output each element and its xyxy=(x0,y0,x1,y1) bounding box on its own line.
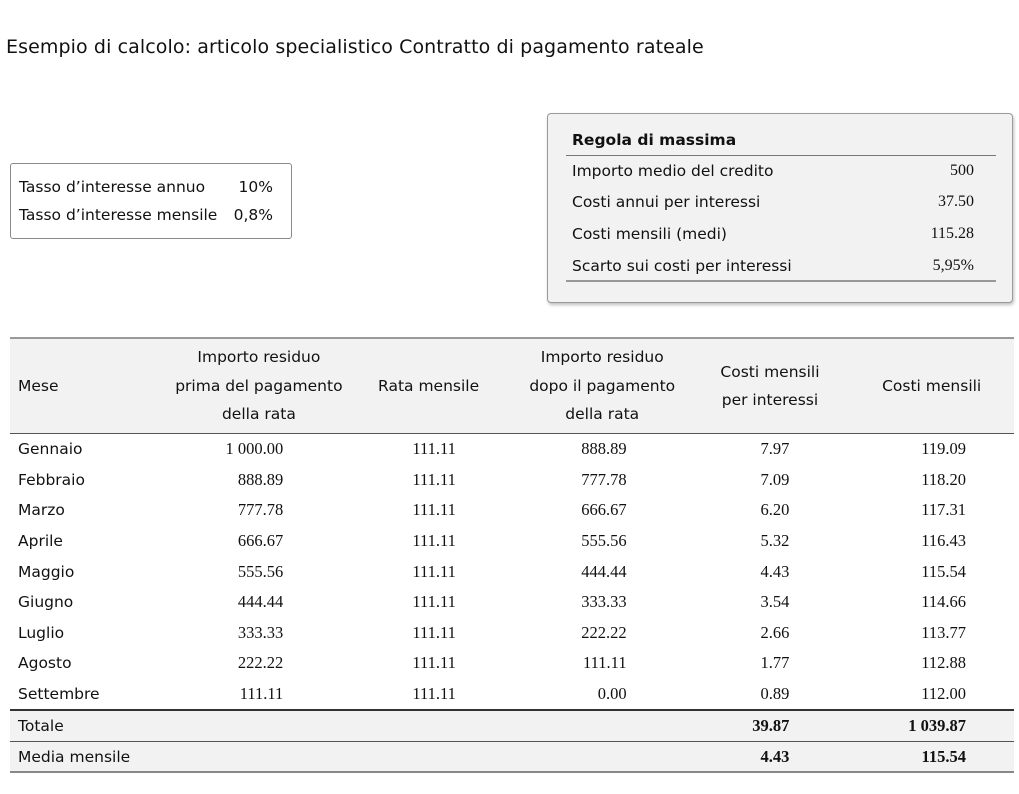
residual-after-cell: 888.89 xyxy=(581,439,627,459)
residual-before-cell: 222.22 xyxy=(237,653,284,673)
table-row xyxy=(10,618,1014,649)
rule-row-annual-interest xyxy=(572,193,974,217)
monthly-costs-cell: 112.88 xyxy=(921,653,966,673)
interest-rate-box xyxy=(10,163,292,239)
table-row xyxy=(10,679,1014,711)
rule-divider xyxy=(566,155,996,156)
month-cell: Settembre xyxy=(18,685,100,704)
installment-cell: 111.11 xyxy=(412,653,456,673)
table-row xyxy=(10,526,1014,557)
total-label: Totale xyxy=(10,710,175,742)
table-row xyxy=(10,587,1014,618)
monthly-costs-cell: 117.31 xyxy=(921,500,966,520)
monthly-interest-cell: 7.09 xyxy=(760,469,790,489)
residual-before-cell: 777.78 xyxy=(237,500,284,520)
installment-cell: 111.11 xyxy=(412,561,456,581)
month-cell: Aprile xyxy=(18,532,63,551)
month-cell: Marzo xyxy=(18,501,65,520)
monthly-interest-cell: 2.66 xyxy=(760,622,790,642)
rule-label: Costi mensili (medi) xyxy=(572,225,727,243)
rule-label: Costi annui per interessi xyxy=(572,193,761,211)
installment-cell: 111.11 xyxy=(412,622,456,642)
monthly-rate-row xyxy=(19,206,283,230)
rule-value: 500 xyxy=(950,162,974,179)
rule-row-interest-deviation xyxy=(572,257,974,281)
table-header-row xyxy=(10,338,1014,434)
rule-value: 5,95% xyxy=(932,257,974,274)
residual-after-cell: 333.33 xyxy=(581,592,627,612)
annual-rate-row xyxy=(19,178,283,202)
monthly-rate-value: 0,8% xyxy=(233,206,273,224)
residual-after-cell: 111.11 xyxy=(583,653,627,673)
residual-after-cell: 0.00 xyxy=(597,684,627,704)
residual-before-cell: 888.89 xyxy=(237,469,284,489)
residual-before-cell: 111.11 xyxy=(239,684,284,704)
average-costs: 115.54 xyxy=(849,742,1014,773)
average-empty-cell xyxy=(343,742,514,773)
average-empty-cell xyxy=(514,742,691,773)
residual-after-cell: 777.78 xyxy=(581,469,627,489)
table-row xyxy=(10,648,1014,679)
annual-rate-value: 10% xyxy=(238,178,273,196)
residual-after-cell: 222.22 xyxy=(581,622,627,642)
monthly-costs-cell: 118.20 xyxy=(921,469,966,489)
average-interest: 4.43 xyxy=(691,742,850,773)
monthly-costs-cell: 114.66 xyxy=(921,592,966,612)
header-monthly-costs: Costi mensili xyxy=(849,338,1014,434)
installment-cell: 111.11 xyxy=(412,469,456,489)
month-cell: Febbraio xyxy=(18,470,85,489)
header-month: Mese xyxy=(10,338,175,434)
residual-before-cell: 666.67 xyxy=(237,531,284,551)
monthly-interest-cell: 6.20 xyxy=(760,500,790,520)
header-monthly-interest: Costi mensili per interessi xyxy=(691,338,850,434)
page-title: Esempio di calcolo: articolo specialistico Contratto di pagamento rateale xyxy=(6,36,704,58)
annual-rate-label: Tasso d’interesse annuo xyxy=(19,178,206,196)
rule-row-monthly-costs xyxy=(572,225,974,249)
monthly-rate-label: Tasso d’interesse mensile xyxy=(19,206,218,224)
rule-bottom-divider xyxy=(566,280,996,282)
table-row xyxy=(10,556,1014,587)
total-interest: 39.87 xyxy=(691,710,850,742)
rule-of-thumb-box xyxy=(547,113,1013,303)
total-empty-cell xyxy=(175,710,344,742)
table-row xyxy=(10,495,1014,526)
rule-label: Importo medio del credito xyxy=(572,162,774,180)
residual-before-cell: 444.44 xyxy=(237,592,284,612)
header-installment: Rata mensile xyxy=(343,338,514,434)
total-row xyxy=(10,710,1014,742)
month-cell: Giugno xyxy=(18,593,74,612)
residual-after-cell: 555.56 xyxy=(581,531,627,551)
residual-before-cell: 555.56 xyxy=(237,561,284,581)
residual-before-cell: 333.33 xyxy=(237,622,284,642)
average-label: Media mensile xyxy=(10,742,175,773)
residual-after-cell: 444.44 xyxy=(581,561,627,581)
installment-table-wrap xyxy=(10,337,1014,773)
average-row xyxy=(10,742,1014,773)
month-cell: Luglio xyxy=(18,623,65,642)
monthly-interest-cell: 7.97 xyxy=(760,439,790,459)
installment-table xyxy=(10,337,1014,773)
residual-before-cell: 1 000.00 xyxy=(225,439,284,459)
monthly-costs-cell: 115.54 xyxy=(921,561,966,581)
monthly-interest-cell: 4.43 xyxy=(760,561,790,581)
monthly-interest-cell: 0.89 xyxy=(760,684,790,704)
month-cell: Gennaio xyxy=(18,440,83,459)
installment-cell: 111.11 xyxy=(412,684,456,704)
total-empty-cell xyxy=(343,710,514,742)
rule-value: 115.28 xyxy=(930,225,974,242)
monthly-costs-cell: 116.43 xyxy=(921,531,966,551)
monthly-interest-cell: 3.54 xyxy=(760,592,790,612)
rule-heading: Regola di massima xyxy=(572,131,737,149)
installment-cell: 111.11 xyxy=(412,592,456,612)
table-row xyxy=(10,465,1014,496)
monthly-interest-cell: 5.32 xyxy=(760,531,790,551)
rule-label: Scarto sui costi per interessi xyxy=(572,257,792,275)
monthly-costs-cell: 112.00 xyxy=(921,684,966,704)
total-empty-cell xyxy=(514,710,691,742)
residual-after-cell: 666.67 xyxy=(581,500,627,520)
average-empty-cell xyxy=(175,742,344,773)
rule-value: 37.50 xyxy=(938,193,974,210)
month-cell: Maggio xyxy=(18,562,75,581)
installment-cell: 111.11 xyxy=(412,439,456,459)
table-row xyxy=(10,434,1014,465)
monthly-interest-cell: 1.77 xyxy=(760,653,790,673)
installment-cell: 111.11 xyxy=(412,531,456,551)
rule-row-average-credit xyxy=(572,162,974,186)
total-costs: 1 039.87 xyxy=(849,710,1014,742)
month-cell: Agosto xyxy=(18,654,72,673)
monthly-costs-cell: 113.77 xyxy=(921,622,966,642)
header-residual-before: Importo residuo prima del pagamento della rata xyxy=(175,338,344,434)
installment-cell: 111.11 xyxy=(412,500,456,520)
header-residual-after: Importo residuo dopo il pagamento della rata xyxy=(514,338,691,434)
monthly-costs-cell: 119.09 xyxy=(921,439,966,459)
